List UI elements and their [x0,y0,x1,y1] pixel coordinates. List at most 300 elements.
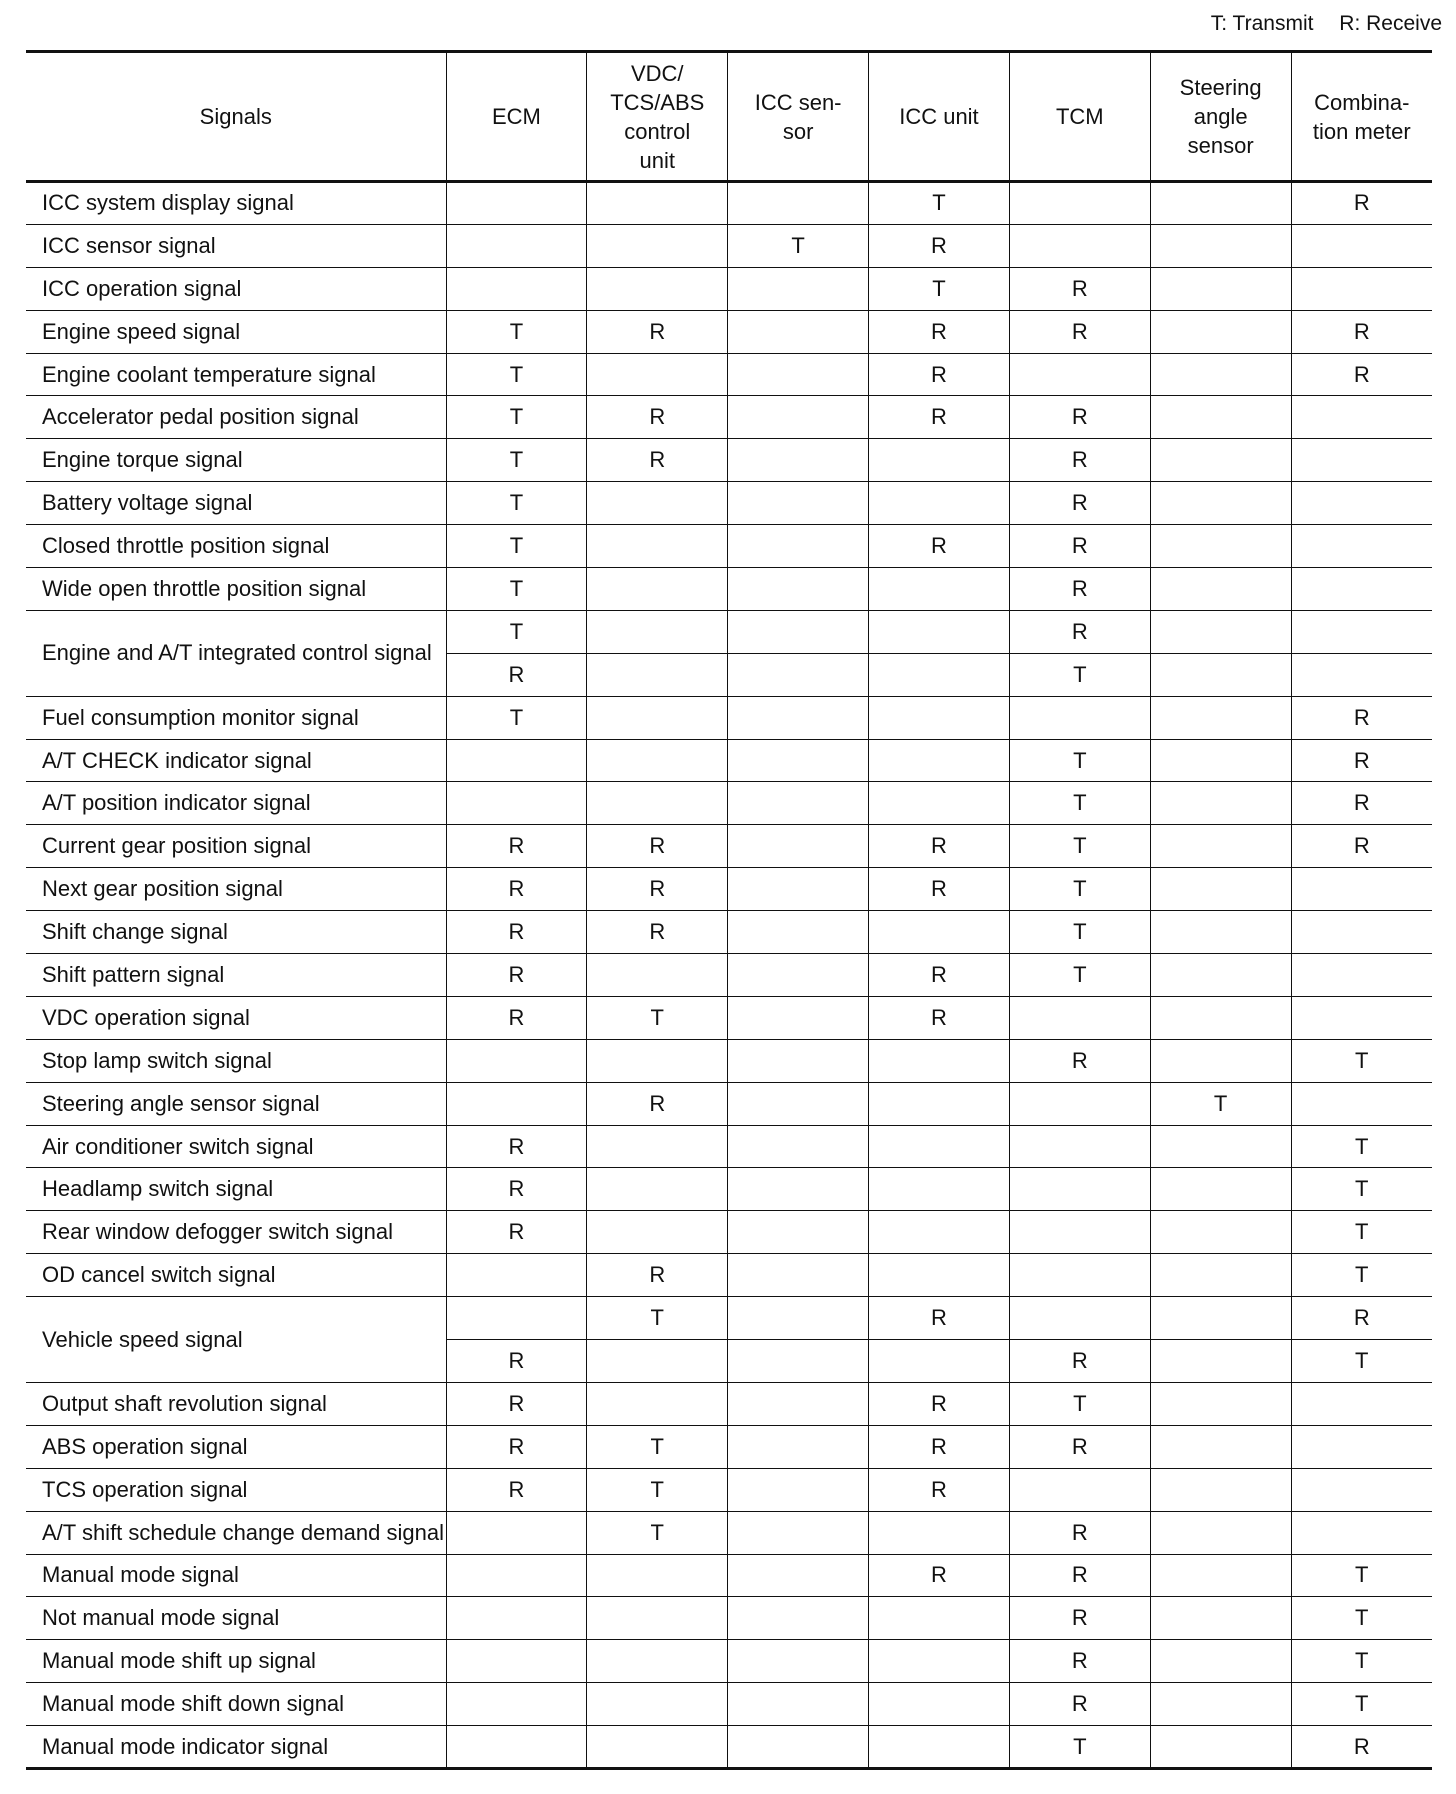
can-signal-table [26,50,1432,1770]
signal-name: TCS operation signal [26,1468,446,1511]
cell-vdc [587,482,728,525]
cell-steering [1150,482,1291,525]
cell-ecm: R [446,1125,587,1168]
cell-iccsensor [728,739,869,782]
cell-meter: T [1291,1254,1432,1297]
cell-iccunit: R [869,1468,1010,1511]
column-header-meter [1291,52,1432,182]
cell-vdc: T [587,1511,728,1554]
cell-ecm: R [446,825,587,868]
table-row [26,1468,1432,1511]
signal-name: Not manual mode signal [26,1597,446,1640]
table-row [26,1254,1432,1297]
table-row [26,1511,1432,1554]
cell-iccunit [869,739,1010,782]
cell-meter: T [1291,1597,1432,1640]
cell-meter: T [1291,1211,1432,1254]
column-header-line: TCM [1055,104,1104,129]
cell-meter [1291,396,1432,439]
signal-name: Manual mode indicator signal [26,1726,446,1769]
table-row [26,1554,1432,1597]
cell-steering [1150,1597,1291,1640]
cell-meter [1291,653,1432,696]
cell-steering [1150,568,1291,611]
cell-steering [1150,1297,1291,1340]
column-header-iccunit [869,52,1010,182]
cell-tcm: T [1009,653,1150,696]
cell-iccsensor [728,353,869,396]
cell-vdc [587,1382,728,1425]
cell-vdc: R [587,1082,728,1125]
cell-iccsensor [728,782,869,825]
cell-ecm: R [446,1211,587,1254]
cell-iccunit: R [869,825,1010,868]
cell-steering [1150,267,1291,310]
cell-iccunit [869,696,1010,739]
cell-tcm [1009,1082,1150,1125]
cell-iccsensor [728,1125,869,1168]
column-header-tcm [1009,52,1150,182]
cell-ecm: T [446,439,587,482]
cell-tcm: T [1009,868,1150,911]
cell-ecm: T [446,568,587,611]
cell-ecm: R [446,1468,587,1511]
cell-iccsensor [728,1254,869,1297]
column-header-iccsensor [728,52,869,182]
table-row [26,1597,1432,1640]
cell-meter [1291,1425,1432,1468]
cell-steering [1150,310,1291,353]
legend [1191,12,1442,36]
column-header-steering [1150,52,1291,182]
signal-name: ICC operation signal [26,267,446,310]
cell-iccunit [869,1340,1010,1383]
signal-name: A/T shift schedule change demand signal [26,1511,446,1554]
cell-iccsensor [728,1382,869,1425]
cell-iccunit [869,482,1010,525]
cell-meter: T [1291,1683,1432,1726]
cell-steering [1150,224,1291,267]
column-header-line: unit [639,147,675,173]
table-row [26,568,1432,611]
cell-iccunit [869,1726,1010,1769]
cell-vdc [587,525,728,568]
cell-vdc [587,1125,728,1168]
cell-iccunit: R [869,1382,1010,1425]
cell-iccsensor [728,182,869,225]
cell-ecm [446,1683,587,1726]
signal-name: Stop lamp switch signal [26,1039,446,1082]
cell-iccsensor [728,1554,869,1597]
cell-iccunit [869,1254,1010,1297]
cell-steering [1150,1468,1291,1511]
cell-iccsensor [728,482,869,525]
cell-meter: R [1291,182,1432,225]
cell-vdc [587,782,728,825]
table-row [26,696,1432,739]
cell-ecm: R [446,653,587,696]
signal-name: Manual mode shift up signal [26,1640,446,1683]
table-row [26,1726,1432,1769]
table-row [26,996,1432,1039]
cell-iccsensor [728,310,869,353]
cell-iccunit [869,782,1010,825]
cell-meter [1291,1082,1432,1125]
cell-vdc [587,1726,728,1769]
table-row [26,482,1432,525]
cell-vdc [587,353,728,396]
cell-iccsensor [728,1039,869,1082]
table-row [26,954,1432,997]
cell-steering [1150,996,1291,1039]
cell-iccunit [869,1597,1010,1640]
column-header-ecm [446,52,587,182]
cell-tcm: R [1009,396,1150,439]
signal-name: Rear window defogger switch signal [26,1211,446,1254]
cell-steering [1150,653,1291,696]
column-header-signals [26,52,446,182]
cell-meter [1291,610,1432,653]
cell-vdc [587,954,728,997]
signal-name: A/T CHECK indicator signal [26,739,446,782]
cell-meter: T [1291,1640,1432,1683]
cell-tcm: T [1009,954,1150,997]
cell-ecm: R [446,911,587,954]
cell-meter [1291,996,1432,1039]
cell-ecm: R [446,954,587,997]
cell-tcm [1009,696,1150,739]
signal-name: Engine torque signal [26,439,446,482]
cell-vdc [587,267,728,310]
cell-steering [1150,1254,1291,1297]
legend-transmit: T: Transmit [1210,12,1314,35]
column-header-line: angle [1193,104,1248,129]
cell-vdc: T [587,996,728,1039]
cell-ecm: R [446,1340,587,1383]
table-row [26,825,1432,868]
cell-vdc [587,1340,728,1383]
cell-tcm: T [1009,911,1150,954]
cell-iccsensor [728,525,869,568]
cell-ecm [446,782,587,825]
cell-iccunit [869,610,1010,653]
cell-iccsensor [728,696,869,739]
cell-iccunit [869,1511,1010,1554]
cell-iccsensor [728,1211,869,1254]
signal-name: Vehicle speed signal [26,1297,446,1383]
cell-ecm: T [446,696,587,739]
cell-ecm: T [446,525,587,568]
cell-meter: T [1291,1168,1432,1211]
signal-name: Manual mode signal [26,1554,446,1597]
cell-ecm: T [446,396,587,439]
table-row [26,1125,1432,1168]
cell-tcm: R [1009,267,1150,310]
cell-tcm: R [1009,525,1150,568]
cell-iccunit: R [869,868,1010,911]
column-header-line: sor [782,118,814,144]
cell-steering [1150,954,1291,997]
cell-meter: R [1291,696,1432,739]
cell-vdc [587,1640,728,1683]
cell-iccunit [869,1683,1010,1726]
table-row [26,1382,1432,1425]
table-row [26,1425,1432,1468]
cell-vdc: T [587,1468,728,1511]
table-row [26,224,1432,267]
cell-iccunit: R [869,396,1010,439]
cell-vdc [587,224,728,267]
cell-iccsensor [728,1340,869,1383]
signal-name: Fuel consumption monitor signal [26,696,446,739]
cell-ecm [446,1554,587,1597]
cell-steering [1150,1683,1291,1726]
cell-vdc [587,653,728,696]
cell-meter [1291,267,1432,310]
signal-name: Engine speed signal [26,310,446,353]
cell-iccunit [869,1211,1010,1254]
cell-meter: R [1291,1726,1432,1769]
cell-tcm [1009,182,1150,225]
cell-iccunit: R [869,224,1010,267]
cell-vdc: R [587,825,728,868]
cell-iccsensor [728,996,869,1039]
signal-name: Manual mode shift down signal [26,1683,446,1726]
cell-meter: R [1291,353,1432,396]
cell-vdc: T [587,1297,728,1340]
cell-tcm: R [1009,482,1150,525]
signal-name: Wide open throttle position signal [26,568,446,611]
table-row [26,1082,1432,1125]
cell-iccsensor [728,1597,869,1640]
cell-ecm: T [446,610,587,653]
cell-meter [1291,439,1432,482]
cell-meter: T [1291,1039,1432,1082]
cell-meter: R [1291,739,1432,782]
cell-tcm: T [1009,825,1150,868]
cell-meter [1291,482,1432,525]
cell-meter: R [1291,310,1432,353]
cell-steering [1150,1554,1291,1597]
cell-vdc [587,1168,728,1211]
cell-ecm [446,267,587,310]
cell-iccsensor [728,954,869,997]
cell-tcm: R [1009,610,1150,653]
cell-meter: T [1291,1340,1432,1383]
cell-ecm [446,1039,587,1082]
cell-tcm: R [1009,1554,1150,1597]
cell-iccsensor [728,1082,869,1125]
cell-tcm [1009,353,1150,396]
cell-vdc [587,182,728,225]
cell-iccunit [869,1168,1010,1211]
signal-name: Headlamp switch signal [26,1168,446,1211]
column-header-line: Signals [199,104,272,129]
cell-steering [1150,396,1291,439]
cell-tcm: R [1009,1683,1150,1726]
cell-ecm: T [446,482,587,525]
cell-tcm: R [1009,1340,1150,1383]
cell-steering [1150,610,1291,653]
cell-iccsensor [728,1425,869,1468]
cell-steering [1150,696,1291,739]
cell-steering [1150,1125,1291,1168]
column-header-vdc [587,52,728,182]
cell-vdc [587,1683,728,1726]
cell-iccunit [869,911,1010,954]
cell-iccsensor [728,1168,869,1211]
cell-vdc: T [587,1425,728,1468]
cell-meter [1291,224,1432,267]
cell-tcm: R [1009,1511,1150,1554]
cell-tcm: T [1009,739,1150,782]
cell-ecm: R [446,1425,587,1468]
cell-iccunit [869,439,1010,482]
cell-iccsensor [728,825,869,868]
cell-meter [1291,1511,1432,1554]
cell-iccunit: R [869,954,1010,997]
table-row [26,1683,1432,1726]
signal-name: Accelerator pedal position signal [26,396,446,439]
signal-name: Next gear position signal [26,868,446,911]
cell-iccsensor: T [728,224,869,267]
cell-vdc [587,1554,728,1597]
cell-tcm: T [1009,782,1150,825]
cell-vdc: R [587,911,728,954]
table-row [26,1039,1432,1082]
cell-meter: R [1291,782,1432,825]
cell-iccsensor [728,267,869,310]
cell-vdc [587,1211,728,1254]
column-header-line: sensor [1187,133,1254,158]
table-row [26,525,1432,568]
cell-iccsensor [728,1640,869,1683]
signal-name: Steering angle sensor signal [26,1082,446,1125]
table-row [26,267,1432,310]
cell-steering [1150,1511,1291,1554]
cell-tcm [1009,1254,1150,1297]
cell-steering [1150,525,1291,568]
signal-name: Output shaft revolution signal [26,1382,446,1425]
signal-name: Shift change signal [26,911,446,954]
cell-ecm [446,1082,587,1125]
cell-vdc: R [587,310,728,353]
cell-tcm: T [1009,1382,1150,1425]
cell-tcm: R [1009,310,1150,353]
cell-vdc [587,696,728,739]
signal-name: ICC system display signal [26,182,446,225]
signal-name: ABS operation signal [26,1425,446,1468]
cell-steering [1150,182,1291,225]
cell-steering [1150,911,1291,954]
cell-vdc [587,568,728,611]
cell-iccunit [869,1082,1010,1125]
cell-tcm: R [1009,1425,1150,1468]
cell-iccunit: R [869,1554,1010,1597]
cell-steering [1150,1726,1291,1769]
cell-iccsensor [728,396,869,439]
cell-steering [1150,1211,1291,1254]
cell-iccsensor [728,1683,869,1726]
cell-steering [1150,353,1291,396]
cell-tcm [1009,224,1150,267]
table-row [26,1168,1432,1211]
signal-name: A/T position indicator signal [26,782,446,825]
cell-iccunit: R [869,1425,1010,1468]
cell-steering [1150,782,1291,825]
cell-ecm [446,1254,587,1297]
cell-tcm: R [1009,1640,1150,1683]
cell-ecm [446,739,587,782]
cell-meter: R [1291,1297,1432,1340]
cell-iccunit: R [869,1297,1010,1340]
cell-iccsensor [728,911,869,954]
cell-vdc [587,610,728,653]
cell-tcm [1009,1125,1150,1168]
cell-meter: T [1291,1554,1432,1597]
cell-vdc: R [587,1254,728,1297]
table-row [26,610,1432,653]
legend-receive: R: Receive [1339,12,1442,35]
column-header-line: TCS/ABS [610,89,705,115]
cell-steering [1150,1168,1291,1211]
cell-ecm [446,1297,587,1340]
cell-meter [1291,954,1432,997]
cell-ecm [446,1726,587,1769]
table-row [26,1211,1432,1254]
cell-iccunit: T [869,267,1010,310]
table-row [26,911,1432,954]
cell-iccunit [869,568,1010,611]
column-header-line: tion meter [1312,118,1411,144]
cell-ecm: R [446,996,587,1039]
table-row [26,396,1432,439]
cell-meter [1291,868,1432,911]
cell-ecm: R [446,1382,587,1425]
column-header-line: Combina- [1314,89,1410,115]
cell-vdc [587,739,728,782]
cell-ecm [446,224,587,267]
cell-iccunit: R [869,525,1010,568]
cell-iccunit [869,653,1010,696]
cell-tcm: R [1009,568,1150,611]
cell-ecm [446,182,587,225]
cell-vdc [587,1039,728,1082]
signal-name: Battery voltage signal [26,482,446,525]
table-row [26,182,1432,225]
signal-name: Current gear position signal [26,825,446,868]
cell-iccunit [869,1039,1010,1082]
cell-meter [1291,525,1432,568]
table-row [26,310,1432,353]
cell-vdc: R [587,439,728,482]
cell-ecm: T [446,353,587,396]
table-row [26,439,1432,482]
cell-meter [1291,568,1432,611]
signal-name: ICC sensor signal [26,224,446,267]
cell-iccsensor [728,868,869,911]
cell-iccsensor [728,1511,869,1554]
cell-steering: T [1150,1082,1291,1125]
signal-name: OD cancel switch signal [26,1254,446,1297]
cell-iccunit [869,1640,1010,1683]
cell-tcm: R [1009,439,1150,482]
cell-tcm [1009,1297,1150,1340]
cell-meter [1291,1468,1432,1511]
cell-iccunit [869,1125,1010,1168]
table-row [26,1640,1432,1683]
column-header-line: ICC unit [899,104,979,129]
